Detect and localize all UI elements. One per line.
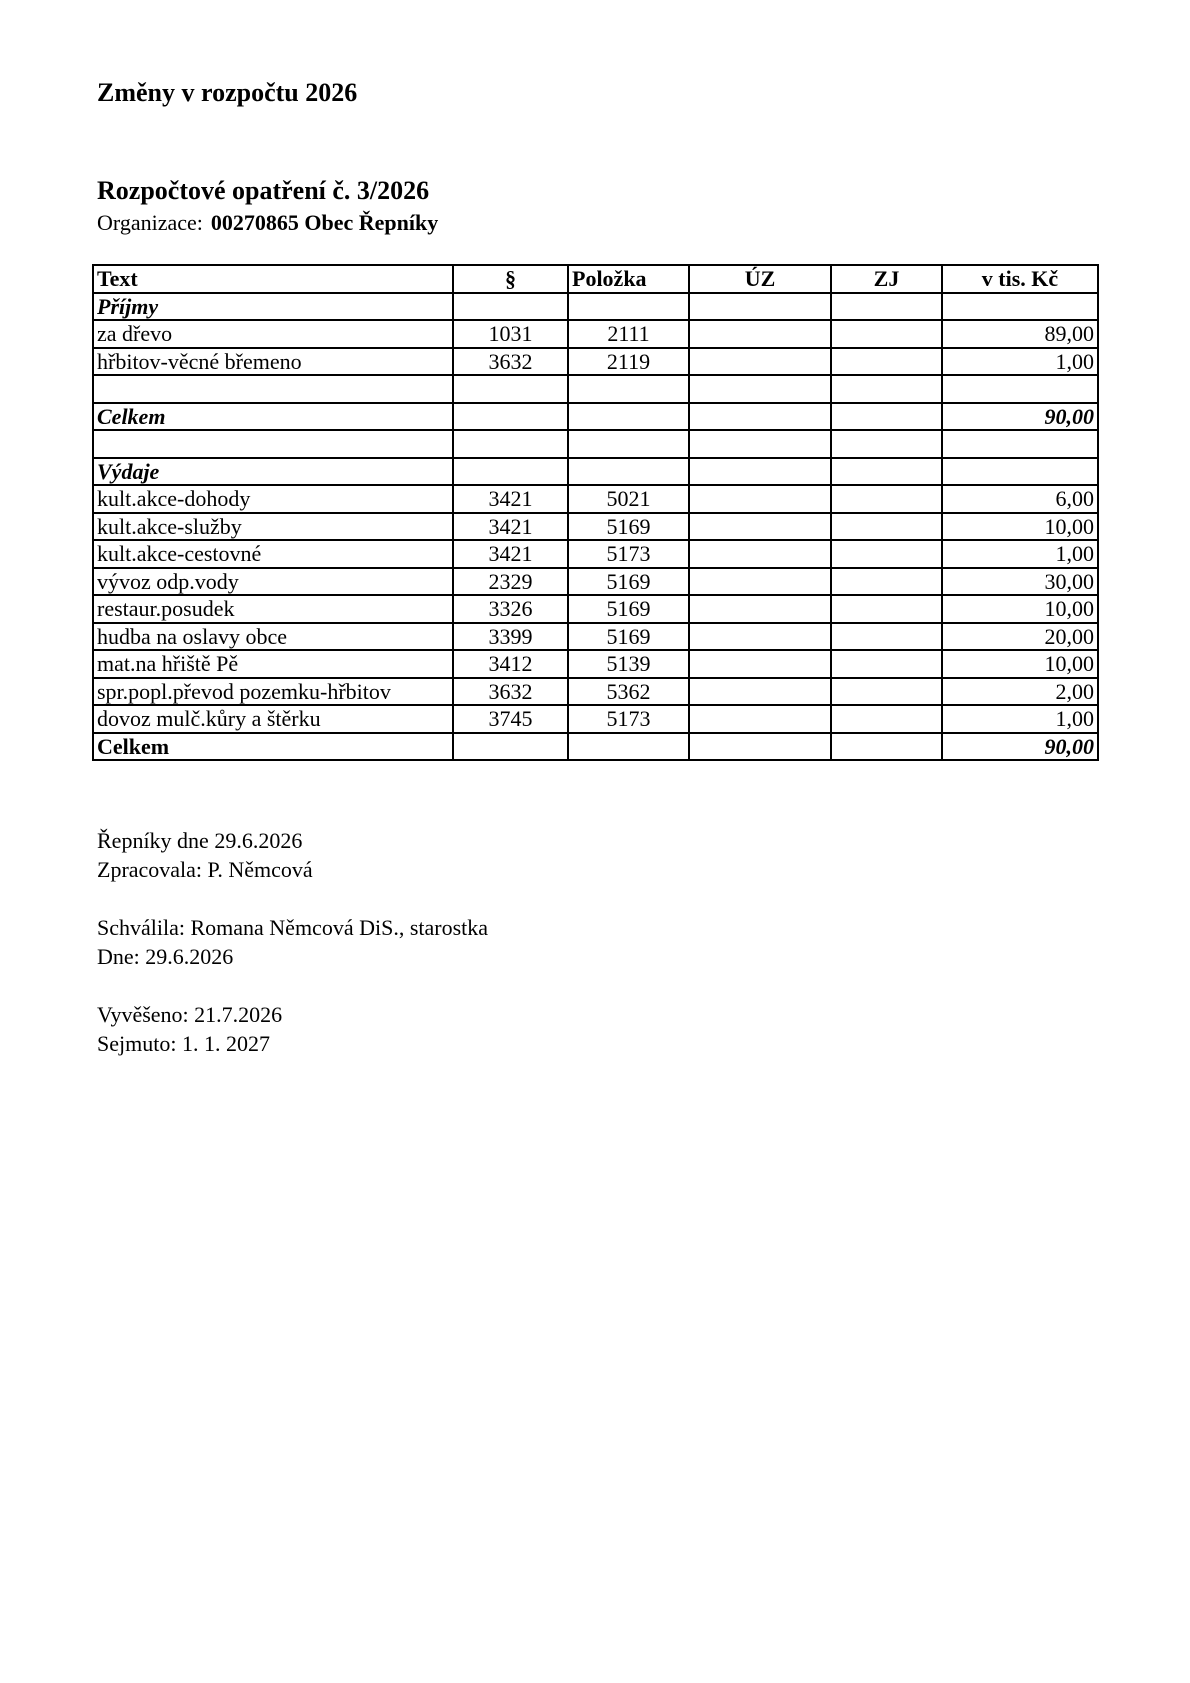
row-item: 5169 bbox=[568, 623, 689, 651]
empty-cell bbox=[689, 375, 831, 403]
row-amount: 10,00 bbox=[942, 595, 1098, 623]
row-item: 5169 bbox=[568, 595, 689, 623]
row-uz bbox=[689, 705, 831, 733]
table-row bbox=[93, 348, 1098, 376]
table-header-row bbox=[93, 265, 1098, 293]
row-paragraph: 3745 bbox=[453, 705, 568, 733]
header-zj: ZJ bbox=[831, 265, 942, 293]
section-label: Příjmy bbox=[93, 293, 453, 321]
row-uz bbox=[689, 623, 831, 651]
empty-cell bbox=[453, 733, 568, 761]
row-uz bbox=[689, 348, 831, 376]
footer-block bbox=[97, 826, 488, 1058]
empty-cell bbox=[453, 430, 568, 458]
row-zj bbox=[831, 540, 942, 568]
row-amount: 30,00 bbox=[942, 568, 1098, 596]
footer-spacer bbox=[97, 884, 488, 913]
table-row bbox=[93, 568, 1098, 596]
posted-date: Vyvěšeno: 21.7.2026 bbox=[97, 1002, 283, 1027]
table-row bbox=[93, 513, 1098, 541]
section-row bbox=[93, 458, 1098, 486]
row-uz bbox=[689, 485, 831, 513]
row-item: 5139 bbox=[568, 650, 689, 678]
empty-cell bbox=[689, 403, 831, 431]
row-uz bbox=[689, 320, 831, 348]
row-text: mat.na hřiště Pě bbox=[93, 650, 453, 678]
section-label: Výdaje bbox=[93, 458, 453, 486]
row-amount: 89,00 bbox=[942, 320, 1098, 348]
row-amount: 1,00 bbox=[942, 540, 1098, 568]
row-amount: 20,00 bbox=[942, 623, 1098, 651]
row-zj bbox=[831, 568, 942, 596]
empty-cell bbox=[689, 430, 831, 458]
row-amount: 1,00 bbox=[942, 348, 1098, 376]
empty-cell bbox=[453, 293, 568, 321]
total-label: Celkem bbox=[93, 403, 453, 431]
header-item: Položka bbox=[568, 265, 689, 293]
empty-cell bbox=[453, 375, 568, 403]
empty-cell bbox=[568, 733, 689, 761]
row-text: dovoz mulč.kůry a štěrku bbox=[93, 705, 453, 733]
empty-cell bbox=[689, 733, 831, 761]
table-row bbox=[93, 650, 1098, 678]
row-text: za dřevo bbox=[93, 320, 453, 348]
empty-cell bbox=[689, 458, 831, 486]
row-paragraph: 3421 bbox=[453, 513, 568, 541]
place-date: Řepníky dne 29.6.2026 bbox=[97, 828, 303, 853]
page-title: Změny v rozpočtu 2026 bbox=[97, 78, 358, 107]
row-text: hřbitov-věcné břemeno bbox=[93, 348, 453, 376]
empty-row bbox=[93, 375, 1098, 403]
row-zj bbox=[831, 348, 942, 376]
organization-label: Organizace: bbox=[97, 210, 203, 235]
row-amount: 10,00 bbox=[942, 513, 1098, 541]
row-zj bbox=[831, 623, 942, 651]
row-amount: 2,00 bbox=[942, 678, 1098, 706]
row-paragraph: 3399 bbox=[453, 623, 568, 651]
empty-cell bbox=[831, 293, 942, 321]
row-paragraph: 2329 bbox=[453, 568, 568, 596]
empty-cell bbox=[568, 430, 689, 458]
row-item: 5169 bbox=[568, 513, 689, 541]
total-row bbox=[93, 733, 1098, 761]
row-paragraph: 3632 bbox=[453, 348, 568, 376]
row-amount: 10,00 bbox=[942, 650, 1098, 678]
prepared-by: Zpracovala: P. Němcová bbox=[97, 857, 313, 882]
organization-line bbox=[97, 210, 438, 236]
empty-cell bbox=[942, 430, 1098, 458]
row-paragraph: 3421 bbox=[453, 485, 568, 513]
row-uz bbox=[689, 568, 831, 596]
approved-by: Schválila: Romana Němcová DiS., starostka bbox=[97, 915, 489, 940]
row-text: vývoz odp.vody bbox=[93, 568, 453, 596]
row-text: restaur.posudek bbox=[93, 595, 453, 623]
row-paragraph: 3632 bbox=[453, 678, 568, 706]
row-amount: 1,00 bbox=[942, 705, 1098, 733]
empty-cell bbox=[831, 430, 942, 458]
empty-cell bbox=[93, 430, 453, 458]
footer-spacer bbox=[97, 971, 488, 1000]
row-paragraph: 3421 bbox=[453, 540, 568, 568]
table-row bbox=[93, 595, 1098, 623]
row-text: spr.popl.převod pozemku-hřbitov bbox=[93, 678, 453, 706]
empty-cell bbox=[942, 458, 1098, 486]
row-item: 5362 bbox=[568, 678, 689, 706]
empty-row bbox=[93, 430, 1098, 458]
row-zj bbox=[831, 705, 942, 733]
row-zj bbox=[831, 485, 942, 513]
empty-cell bbox=[831, 458, 942, 486]
section-row bbox=[93, 293, 1098, 321]
empty-cell bbox=[831, 733, 942, 761]
total-amount: 90,00 bbox=[942, 403, 1098, 431]
header-uz: ÚZ bbox=[689, 265, 831, 293]
removed-date: Sejmuto: 1. 1. 2027 bbox=[97, 1031, 270, 1056]
row-item: 5173 bbox=[568, 705, 689, 733]
approved-date: Dne: 29.6.2026 bbox=[97, 944, 234, 969]
empty-cell bbox=[568, 458, 689, 486]
empty-cell bbox=[942, 293, 1098, 321]
empty-cell bbox=[453, 458, 568, 486]
row-zj bbox=[831, 650, 942, 678]
empty-cell bbox=[568, 375, 689, 403]
row-text: kult.akce-služby bbox=[93, 513, 453, 541]
row-uz bbox=[689, 540, 831, 568]
row-paragraph: 1031 bbox=[453, 320, 568, 348]
organization-value: 00270865 Obec Řepníky bbox=[210, 210, 439, 235]
row-text: kult.akce-dohody bbox=[93, 485, 453, 513]
budget-measure-title: Rozpočtové opatření č. 3/2026 bbox=[97, 176, 430, 205]
table-row bbox=[93, 705, 1098, 733]
row-item: 2119 bbox=[568, 348, 689, 376]
empty-cell bbox=[453, 403, 568, 431]
row-zj bbox=[831, 513, 942, 541]
header-text: Text bbox=[93, 265, 453, 293]
row-uz bbox=[689, 678, 831, 706]
row-zj bbox=[831, 320, 942, 348]
row-amount: 6,00 bbox=[942, 485, 1098, 513]
table-row bbox=[93, 320, 1098, 348]
row-uz bbox=[689, 513, 831, 541]
header-amount: v tis. Kč bbox=[942, 265, 1098, 293]
row-item: 5173 bbox=[568, 540, 689, 568]
empty-cell bbox=[689, 293, 831, 321]
row-text: hudba na oslavy obce bbox=[93, 623, 453, 651]
row-uz bbox=[689, 650, 831, 678]
empty-cell bbox=[831, 403, 942, 431]
empty-cell bbox=[568, 293, 689, 321]
table-row bbox=[93, 678, 1098, 706]
total-label: Celkem bbox=[93, 733, 453, 761]
empty-cell bbox=[93, 375, 453, 403]
row-item: 5021 bbox=[568, 485, 689, 513]
row-uz bbox=[689, 595, 831, 623]
total-row bbox=[93, 403, 1098, 431]
row-text: kult.akce-cestovné bbox=[93, 540, 453, 568]
empty-cell bbox=[568, 403, 689, 431]
row-paragraph: 3326 bbox=[453, 595, 568, 623]
row-zj bbox=[831, 678, 942, 706]
empty-cell bbox=[831, 375, 942, 403]
empty-cell bbox=[942, 375, 1098, 403]
table-row bbox=[93, 623, 1098, 651]
header-paragraph: § bbox=[453, 265, 568, 293]
row-paragraph: 3412 bbox=[453, 650, 568, 678]
total-amount: 90,00 bbox=[942, 733, 1098, 761]
table-row bbox=[93, 485, 1098, 513]
table-row bbox=[93, 540, 1098, 568]
row-zj bbox=[831, 595, 942, 623]
budget-table bbox=[92, 264, 1099, 761]
row-item: 5169 bbox=[568, 568, 689, 596]
row-item: 2111 bbox=[568, 320, 689, 348]
